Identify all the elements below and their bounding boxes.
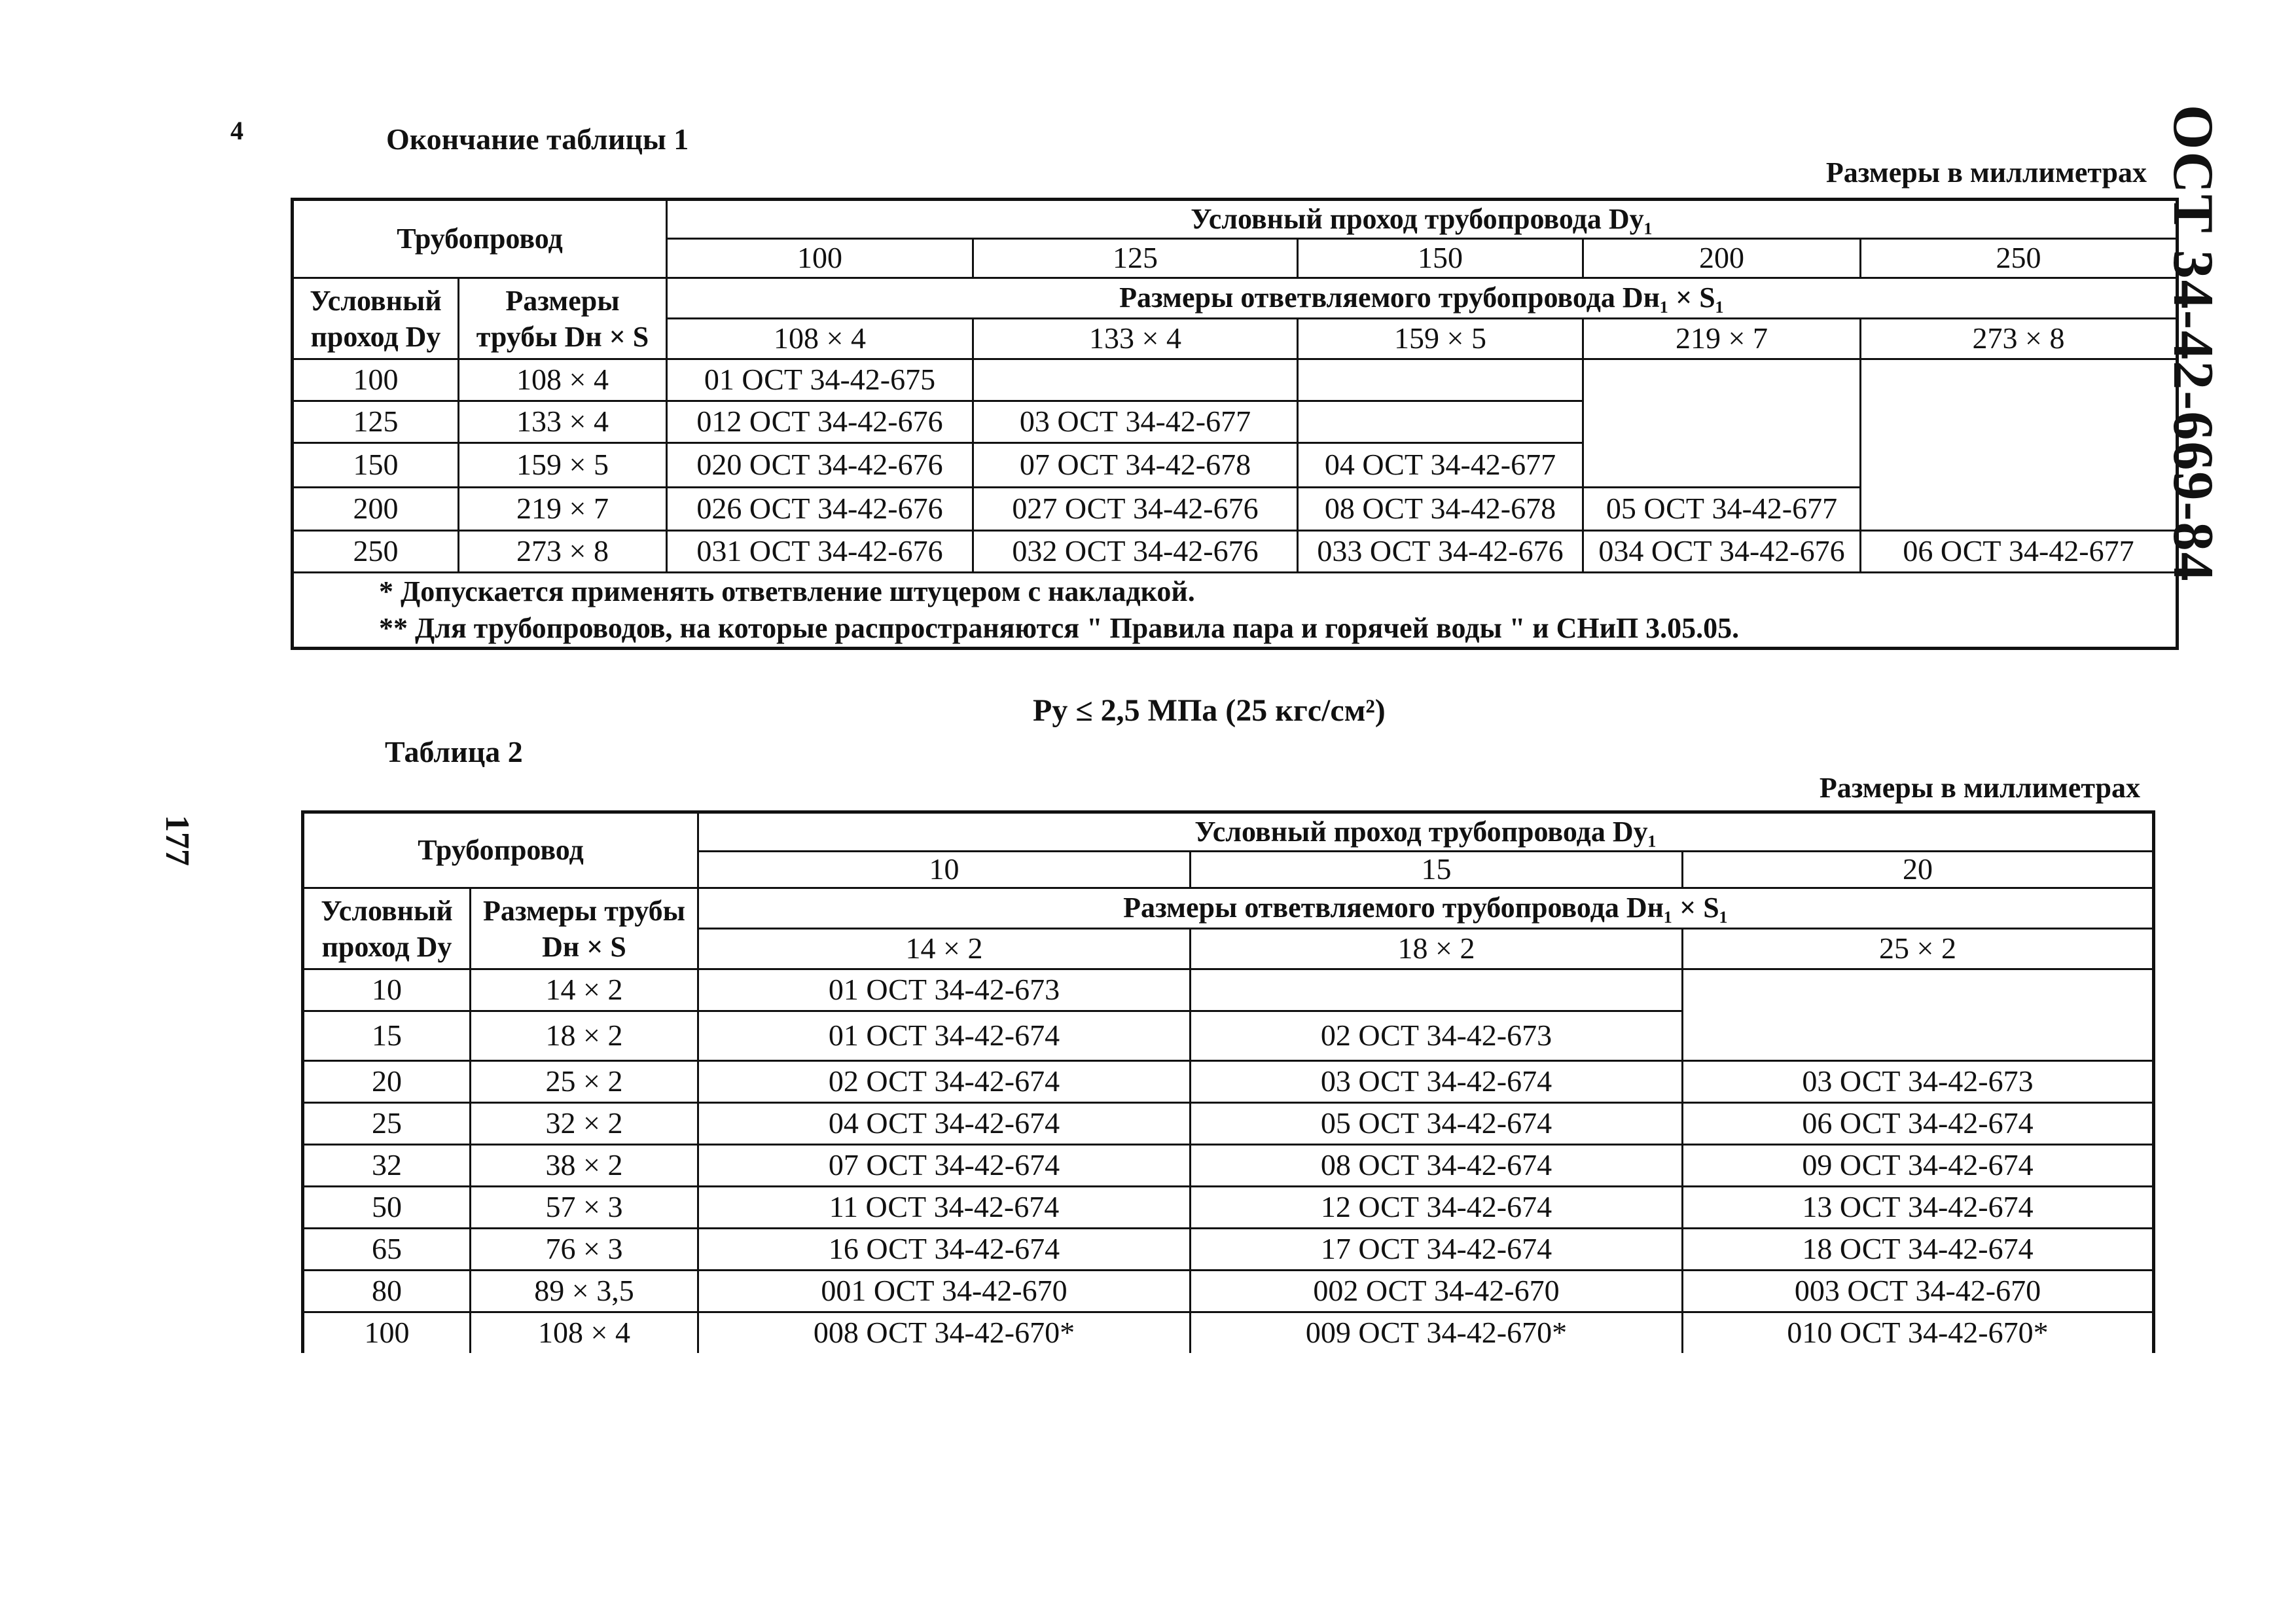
document-code: ОСТ 34-42-669-84 — [2161, 105, 2225, 583]
table1-header-nominal-bore: Условный проход трубопровода Dy₁ — [667, 200, 2178, 239]
table1-cell-dy: 125 — [293, 401, 459, 443]
table2-header-nominal-bore: Условный проход трубопровода Dy₁ — [698, 812, 2154, 852]
table1-bore-value: 200 — [1583, 239, 1861, 278]
table2-cell: 03 ОСТ 34-42-674 — [1191, 1061, 1683, 1103]
pressure-formula: Py ≤ 2,5 МПа (25 кгс/см²) — [1033, 693, 1386, 728]
table2-cell: 09 ОСТ 34-42-674 — [1683, 1145, 2154, 1187]
table1-cell-empty — [973, 359, 1298, 401]
table1-note-1: * Допускается применять ответвление штуцером с накладкой. — [293, 573, 2178, 611]
table-row — [293, 359, 2178, 401]
table2-cell: 002 ОСТ 34-42-670 — [1191, 1271, 1683, 1312]
table2-cell-size: 38 × 2 — [471, 1145, 698, 1187]
table2-cell-dy: 65 — [303, 1229, 471, 1271]
table2-header-col-size: Размеры трубы Dн × S — [471, 888, 698, 969]
table1-cell: 027 ОСТ 34-42-676 — [973, 488, 1298, 531]
table2-cell: 01 ОСТ 34-42-674 — [698, 1011, 1191, 1061]
table1-cell: 07 ОСТ 34-42-678 — [973, 443, 1298, 488]
table-row — [293, 531, 2178, 573]
table-row — [303, 1145, 2154, 1187]
table2-cell-size: 18 × 2 — [471, 1011, 698, 1061]
table1-cell: 020 ОСТ 34-42-676 — [667, 443, 973, 488]
table1-cell: 031 ОСТ 34-42-676 — [667, 531, 973, 573]
table1-branch-size: 273 × 8 — [1861, 319, 2178, 359]
table1-cell: 04 ОСТ 34-42-677 — [1298, 443, 1583, 488]
table2-cell-size: 76 × 3 — [471, 1229, 698, 1271]
table2-branch-size: 18 × 2 — [1191, 929, 1683, 969]
page-mark: 4 — [230, 116, 243, 145]
table2-cell: 18 ОСТ 34-42-674 — [1683, 1229, 2154, 1271]
table1-cell-size: 219 × 7 — [459, 488, 667, 531]
table2-bore-value: 15 — [1191, 852, 1683, 888]
table-row — [303, 1061, 2154, 1103]
table1-cell: 032 ОСТ 34-42-676 — [973, 531, 1298, 573]
table2-cell-dy: 20 — [303, 1061, 471, 1103]
table1-header-branch-sizes: Размеры ответвляемого трубопровода Dн₁ × S₁ — [667, 278, 2178, 319]
table-row — [303, 1103, 2154, 1145]
table1-cell: 05 ОСТ 34-42-677 — [1583, 488, 1861, 531]
table2-units: Размеры в миллиметрах — [1819, 772, 2140, 804]
table1-cell-size: 133 × 4 — [459, 401, 667, 443]
table2-cell: 16 ОСТ 34-42-674 — [698, 1229, 1191, 1271]
table1-cell: 08 ОСТ 34-42-678 — [1298, 488, 1583, 531]
table1-header-col-size: Размеры трубы Dн × S — [459, 278, 667, 359]
table2-cell: 03 ОСТ 34-42-673 — [1683, 1061, 2154, 1103]
table2-cell-size: 32 × 2 — [471, 1103, 698, 1145]
table2-cell: 01 ОСТ 34-42-673 — [698, 969, 1191, 1011]
table1-cell-size: 159 × 5 — [459, 443, 667, 488]
table2-cell: 04 ОСТ 34-42-674 — [698, 1103, 1191, 1145]
table2-cell-size: 25 × 2 — [471, 1061, 698, 1103]
table1-branch-size: 133 × 4 — [973, 319, 1298, 359]
table2-cell: 07 ОСТ 34-42-674 — [698, 1145, 1191, 1187]
table2-cell: 06 ОСТ 34-42-674 — [1683, 1103, 2154, 1145]
table2-header-col-dy: Условный проход Dy — [303, 888, 471, 969]
table2-header-pipeline: Трубопровод — [303, 812, 698, 888]
table2-branch-size: 25 × 2 — [1683, 929, 2154, 969]
table2-cell: 001 ОСТ 34-42-670 — [698, 1271, 1191, 1312]
table2-cell-empty — [1191, 969, 1683, 1011]
table1-cell-empty — [1298, 359, 1583, 401]
table2-cell-dy: 15 — [303, 1011, 471, 1061]
table1-bore-value: 250 — [1861, 239, 2178, 278]
table2-cell: 02 ОСТ 34-42-673 — [1191, 1011, 1683, 1061]
table2-cell-dy: 25 — [303, 1103, 471, 1145]
table2-cell-size: 57 × 3 — [471, 1187, 698, 1229]
table1-cell: 03 ОСТ 34-42-677 — [973, 401, 1298, 443]
table-row — [303, 969, 2154, 1011]
table1-bore-value: 100 — [667, 239, 973, 278]
table2-cell-size: 89 × 3,5 — [471, 1271, 698, 1312]
table2-cell: 008 ОСТ 34-42-670* — [698, 1312, 1191, 1353]
table1-cell-dy: 150 — [293, 443, 459, 488]
table-row — [303, 1187, 2154, 1229]
table1 — [291, 198, 2179, 650]
table1-cell-dy: 200 — [293, 488, 459, 531]
table1-cell: 06 ОСТ 34-42-677 — [1861, 531, 2178, 573]
table2-cell: 13 ОСТ 34-42-674 — [1683, 1187, 2154, 1229]
table1-header-col-dy: Условный проход Dy — [293, 278, 459, 359]
table1-units: Размеры в миллиметрах — [1825, 156, 2147, 189]
table2-branch-size: 14 × 2 — [698, 929, 1191, 969]
table2-cell-empty — [1683, 969, 2154, 1061]
table2-cell: 17 ОСТ 34-42-674 — [1191, 1229, 1683, 1271]
table-row — [303, 1271, 2154, 1312]
table2-cell-dy: 10 — [303, 969, 471, 1011]
side-page-number: 177 — [158, 815, 196, 866]
table2-caption: Таблица 2 — [385, 735, 523, 768]
table1-caption: Окончание таблицы 1 — [386, 122, 689, 156]
table1-cell-size: 108 × 4 — [459, 359, 667, 401]
table2-cell-size: 14 × 2 — [471, 969, 698, 1011]
table2-cell: 02 ОСТ 34-42-674 — [698, 1061, 1191, 1103]
table2-cell: 11 ОСТ 34-42-674 — [698, 1187, 1191, 1229]
table2-cell-dy: 100 — [303, 1312, 471, 1353]
table2-cell: 08 ОСТ 34-42-674 — [1191, 1145, 1683, 1187]
table2-cell: 05 ОСТ 34-42-674 — [1191, 1103, 1683, 1145]
table1-cell: 012 ОСТ 34-42-676 — [667, 401, 973, 443]
table1-cell: 026 ОСТ 34-42-676 — [667, 488, 973, 531]
table1-cell-dy: 250 — [293, 531, 459, 573]
table-row — [303, 1229, 2154, 1271]
table2-bore-value: 10 — [698, 852, 1191, 888]
table1-cell-empty — [1583, 359, 1861, 488]
table1-header-pipeline: Трубопровод — [293, 200, 667, 278]
table2-cell-dy: 50 — [303, 1187, 471, 1229]
table1-cell-empty — [1861, 359, 2178, 531]
table1-branch-size: 108 × 4 — [667, 319, 973, 359]
table2-cell: 009 ОСТ 34-42-670* — [1191, 1312, 1683, 1353]
table1-cell-dy: 100 — [293, 359, 459, 401]
table1-cell-empty — [1298, 401, 1583, 443]
table1-cell: 034 ОСТ 34-42-676 — [1583, 531, 1861, 573]
table2-cell: 12 ОСТ 34-42-674 — [1191, 1187, 1683, 1229]
table2-header-branch-sizes: Размеры ответвляемого трубопровода Dн₁ × S₁ — [698, 888, 2154, 929]
table2-cell: 003 ОСТ 34-42-670 — [1683, 1271, 2154, 1312]
table1-bore-value: 150 — [1298, 239, 1583, 278]
table1-cell-size: 273 × 8 — [459, 531, 667, 573]
table2-cell-dy: 32 — [303, 1145, 471, 1187]
table2-cell: 010 ОСТ 34-42-670* — [1683, 1312, 2154, 1353]
table1-cell: 01 ОСТ 34-42-675 — [667, 359, 973, 401]
table-row — [303, 1312, 2154, 1353]
table2 — [301, 810, 2155, 1353]
table1-cell: 033 ОСТ 34-42-676 — [1298, 531, 1583, 573]
table1-branch-size: 159 × 5 — [1298, 319, 1583, 359]
table1-note-2: ** Для трубопроводов, на которые распространяются " Правила пара и горячей воды " и СНиП 3.05.05. — [293, 611, 2178, 649]
table1-bore-value: 125 — [973, 239, 1298, 278]
table2-cell-size: 108 × 4 — [471, 1312, 698, 1353]
table2-cell-dy: 80 — [303, 1271, 471, 1312]
table2-bore-value: 20 — [1683, 852, 2154, 888]
table1-branch-size: 219 × 7 — [1583, 319, 1861, 359]
